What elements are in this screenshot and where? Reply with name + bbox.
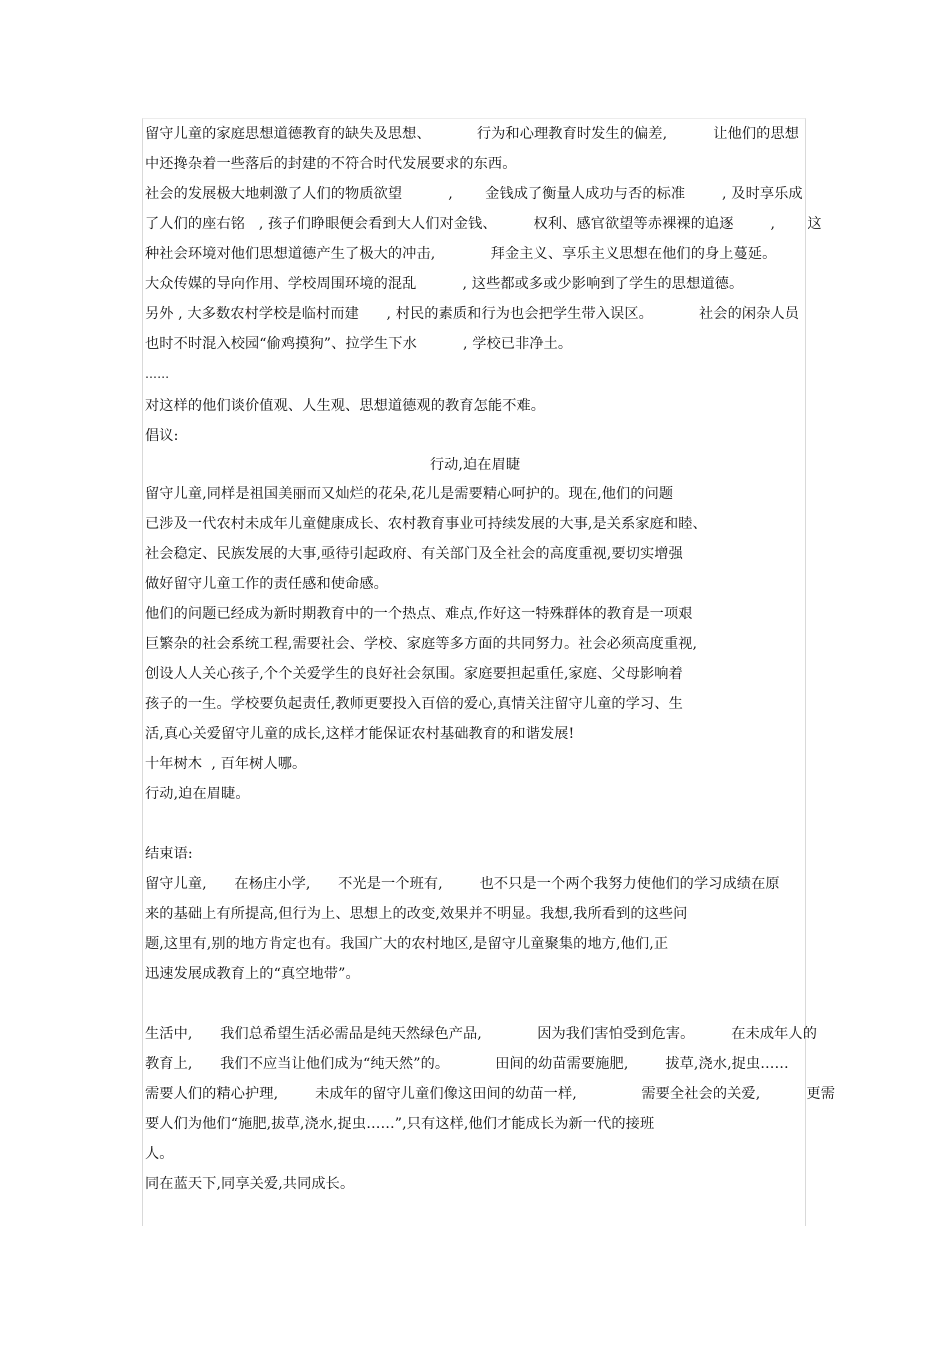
- ellipsis-line: ……: [145, 367, 170, 381]
- text-line: 同在蓝天下,同享关爱,共同成长。: [145, 1176, 355, 1192]
- text-line: 留守儿童,同样是祖国美丽而又灿烂的花朵,花儿是需要精心呵护的。现在,他们的问题: [145, 486, 674, 502]
- text-line: 已涉及一代农村未成年儿童健康成长、农村教育事业可持续发展的大事,是关系家庭和睦、: [145, 516, 707, 532]
- text-line: 了人们的座右铭 , 孩子们睁眼便会看到大人们对金钱、 权利、感官欲望等赤裸裸的追逐 , 这: [145, 216, 822, 232]
- text-line: 社会稳定、民族发展的大事,亟待引起政府、有关部门及全社会的高度重视,要切实增强: [145, 546, 683, 562]
- text-line: 要人们为他们“施肥,拔草,浇水,捉虫……”,只有这样,他们才能成长为新一代的接班: [145, 1116, 655, 1132]
- text-line: 人。: [145, 1146, 174, 1162]
- text-line: 社会的发展极大地刺激了人们的物质欲望 , 金钱成了衡量人成功与否的标准 , 及时享乐成: [145, 186, 803, 202]
- text-line: 留守儿童的家庭思想道德教育的缺失及思想、 行为和心理教育时发生的偏差, 让他们的思想: [145, 126, 800, 142]
- text-line: 留守儿童, 在杨庄小学, 不光是一个班有, 也不只是一个两个我努力使他们的学习成绩在原: [145, 876, 780, 892]
- text-line: 行动,迫在眉睫。: [145, 786, 250, 802]
- text-line: 种社会环境对他们思想道德产生了极大的冲击, 拜金主义、享乐主义思想在他们的身上蔓延。: [145, 246, 777, 262]
- text-line: 孩子的一生。学校要负起责任,教师更要投入百倍的爱心,真情关注留守儿童的学习、生: [145, 696, 683, 712]
- text-line: 需要人们的精心护理, 未成年的留守儿童们像这田间的幼苗一样, 需要全社会的关爱, 更需: [145, 1086, 835, 1102]
- text-line: 他们的问题已经成为新时期教育中的一个热点、难点,作好这一特殊群体的教育是一项艰: [145, 606, 693, 622]
- proposal-label: 倡议:: [145, 428, 179, 444]
- text-line: 十年树木 , 百年树人哪。: [145, 756, 307, 772]
- section-heading: 行动,迫在眉睫: [429, 457, 521, 473]
- text-line: 另外 , 大多数农村学校是临村而建 , 村民的素质和行为也会把学生带入误区。 社会的闲杂人员: [145, 306, 800, 322]
- text-line: 迅速发展成教育上的“真空地带”。: [145, 966, 360, 982]
- text-line: 活,真心关爱留守儿童的成长,这样才能保证农村基础教育的和谐发展!: [145, 726, 575, 742]
- text-line: 教育上, 我们不应当让他们成为“纯天然”的。 田间的幼苗需要施肥, 拔草,浇水,捉虫……: [145, 1056, 789, 1072]
- text-line: 对这样的他们谈价值观、人生观、思想道德观的教育怎能不难。: [145, 398, 546, 414]
- text-line: 生活中, 我们总希望生活必需品是纯天然绿色产品, 因为我们害怕受到危害。 在未成年人的: [145, 1026, 818, 1042]
- text-line: 大众传媒的导向作用、学校周围环境的混乱 , 这些都或多或少影响到了学生的思想道德。: [145, 276, 744, 292]
- text-line: 做好留守儿童工作的责任感和使命感。: [145, 576, 388, 592]
- text-line: 中还搀杂着一些落后的封建的不符合时代发展要求的东西。: [145, 156, 517, 172]
- text-line: 来的基础上有所提高,但行为上、思想上的改变,效果并不明显。我想,我所看到的这些问: [145, 906, 688, 922]
- conclusion-label: 结束语:: [145, 846, 193, 862]
- text-line: 也时不时混入校园“偷鸡摸狗”、拉学生下水 , 学校已非净土。: [145, 336, 573, 352]
- text-line: 创设人人关心孩子,个个关爱学生的良好社会氛围。家庭要担起重任,家庭、父母影响着: [145, 666, 683, 682]
- text-line: 巨繁杂的社会系统工程,需要社会、学校、家庭等多方面的共同努力。社会必须高度重视,: [145, 636, 698, 652]
- text-line: 题,这里有,别的地方肯定也有。我国广大的农村地区,是留守儿童聚集的地方,他们,正: [145, 936, 669, 952]
